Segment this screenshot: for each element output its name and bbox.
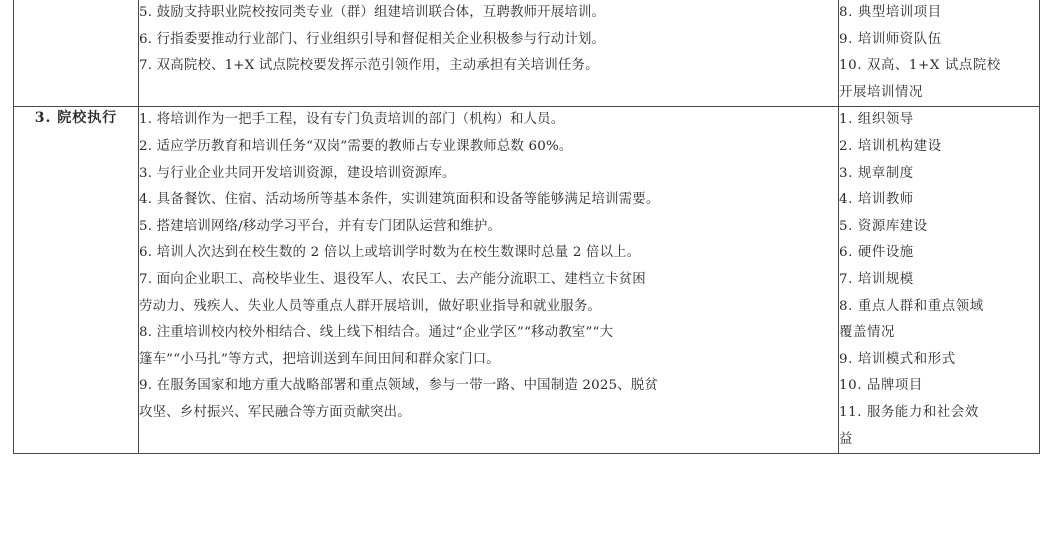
requirement-line: 5. 搭建培训网络/移动学习平台，并有专门团队运营和维护。 bbox=[139, 218, 502, 234]
indicator-line: 益 bbox=[839, 431, 853, 447]
indicator-line: 10. 品牌项目 bbox=[839, 378, 923, 394]
indicator-line: 覆盖情况 bbox=[839, 325, 895, 341]
indicator-line: 9. 培训师资队伍 bbox=[839, 31, 942, 47]
indicator-line: 7. 培训规模 bbox=[839, 271, 914, 287]
indicator-line: 10. 双高、1+X 试点院校 bbox=[839, 58, 1001, 74]
indicator-line: 9. 培训模式和形式 bbox=[839, 351, 956, 367]
indicator-line: 5. 资源库建设 bbox=[839, 218, 928, 234]
indicator-line: 3. 规章制度 bbox=[839, 165, 914, 181]
requirement-line: 劳动力、残疾人、失业人员等重点人群开展培训，做好职业指导和就业服务。 bbox=[139, 298, 602, 314]
requirement-line: 8. 注重培训校内校外相结合、线上线下相结合。通过“企业学区”“移动教室”“大 bbox=[139, 325, 614, 341]
indicator-line: 4. 培训教师 bbox=[839, 192, 914, 208]
requirement-line: 7. 双高院校、1+X 试点院校要发挥示范引领作用，主动承担有关培训任务。 bbox=[139, 58, 599, 74]
requirement-line: 攻坚、乡村振兴、军民融合等方面贡献突出。 bbox=[139, 404, 411, 420]
requirement-line: 2. 适应学历教育和培训任务“双岗”需要的教师占专业课教师总数 60%。 bbox=[139, 138, 573, 154]
requirement-line: 4. 具备餐饮、住宿、活动场所等基本条件，实训建筑面积和设备等能够满足培训需要。 bbox=[139, 192, 660, 208]
requirement-line: 6. 培训人次达到在校生数的 2 倍以上或培训学时数为在校生数课时总量 2 倍以上。 bbox=[139, 245, 641, 261]
table-row bbox=[14, 107, 1040, 454]
table-row bbox=[14, 0, 1040, 107]
indicator-line: 8. 典型培训项目 bbox=[839, 5, 942, 20]
row-label-cell bbox=[14, 0, 139, 107]
indicators-cell bbox=[839, 107, 1040, 454]
row-label-cell bbox=[14, 107, 139, 454]
indicators-cell bbox=[839, 0, 1040, 107]
requirement-line: 9. 在服务国家和地方重大战略部署和重点领域，参与一带一路、中国制造 2025、脱贫 bbox=[139, 378, 659, 394]
indicator-line: 8. 重点人群和重点领域 bbox=[839, 298, 984, 314]
requirements-cell bbox=[139, 0, 839, 107]
indicator-line: 1. 组织领导 bbox=[839, 112, 914, 128]
requirement-line: 7. 面向企业职工、高校毕业生、退役军人、农民工、去产能分流职工、建档立卡贫困 bbox=[139, 271, 646, 287]
requirement-line: 篷车”“小马扎”等方式，把培训送到车间田间和群众家门口。 bbox=[139, 351, 500, 367]
requirement-line: 5. 鼓励支持职业院校按同类专业（群）组建培训联合体，互聘教师开展培训。 bbox=[139, 5, 606, 20]
requirement-line: 6. 行指委要推动行业部门、行业组织引导和督促相关企业积极参与行动计划。 bbox=[139, 31, 606, 47]
section-label: 3. 院校执行 bbox=[34, 110, 118, 127]
requirement-line: 1. 将培训作为一把手工程，设有专门负责培训的部门（机构）和人员。 bbox=[139, 112, 565, 128]
evaluation-table bbox=[13, 0, 1040, 454]
indicator-line: 6. 硬件设施 bbox=[839, 245, 914, 261]
indicator-line: 开展培训情况 bbox=[839, 84, 923, 100]
requirement-line: 3. 与行业企业共同开发培训资源，建设培训资源库。 bbox=[139, 165, 456, 181]
requirements-cell bbox=[139, 107, 839, 454]
indicator-line: 11. 服务能力和社会效 bbox=[839, 404, 979, 420]
indicator-line: 2. 培训机构建设 bbox=[839, 138, 942, 154]
